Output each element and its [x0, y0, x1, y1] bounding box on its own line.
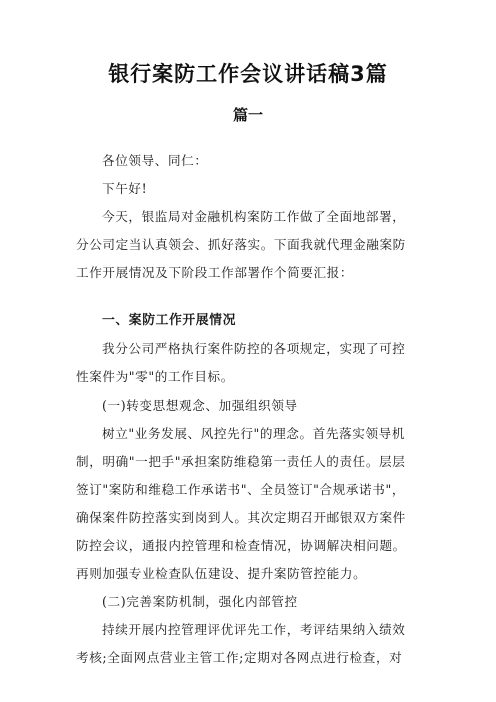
paragraph-line: 持续开展内控管理评优评先工作，考评结果纳入绩效	[102, 622, 406, 637]
paragraph-line: 签订"案防和维稳工作承诺书"、全员签订"合规承诺书"，	[76, 482, 406, 497]
greeting-line: 下午好!	[102, 181, 148, 196]
subheading-line: (二)完善案防机制，强化内部管控	[102, 594, 298, 609]
paragraph-line: 今天，银监局对金融机构案防工作做了全面地部署，	[102, 209, 406, 224]
paragraph-line: 树立"业务发展、风控先行"的理念。首先落实领导机	[102, 426, 406, 441]
section-label: 篇一	[232, 106, 263, 124]
paragraph-line: 确保案件防控落实到岗到人。其次定期召开邮银双方案件	[76, 510, 406, 525]
paragraph-line: 再则加强专业检查队伍建设、提升案防管控能力。	[76, 566, 367, 581]
paragraph-line: 分公司定当认真领会、抓好落实。下面我就代理金融案防	[76, 237, 406, 252]
section-heading: 一、案防工作开展情况	[102, 313, 236, 328]
paragraph-line: 考核;全面网点营业主管工作;定期对各网点进行检查，对	[76, 650, 403, 665]
subheading-line: (一)转变思想观念、加强组织领导	[102, 398, 298, 413]
paragraph-line: 防控会议，通报内控管理和检查情况，协调解决相问题。	[76, 538, 406, 553]
salutation-line: 各位领导、同仁：	[102, 153, 208, 168]
paragraph-line: 工作开展情况及下阶段工作部署作个简要汇报：	[76, 265, 354, 280]
document-title: 银行案防工作会议讲话稿3篇	[108, 62, 388, 86]
paragraph-line: 性案件为"零"的工作目标。	[76, 369, 234, 384]
paragraph-line: 我分公司严格执行案件防控的各项规定，实现了可控	[102, 341, 406, 356]
paragraph-line: 制，明确"一把手"承担案防维稳第一责任人的责任。层层	[76, 454, 406, 469]
